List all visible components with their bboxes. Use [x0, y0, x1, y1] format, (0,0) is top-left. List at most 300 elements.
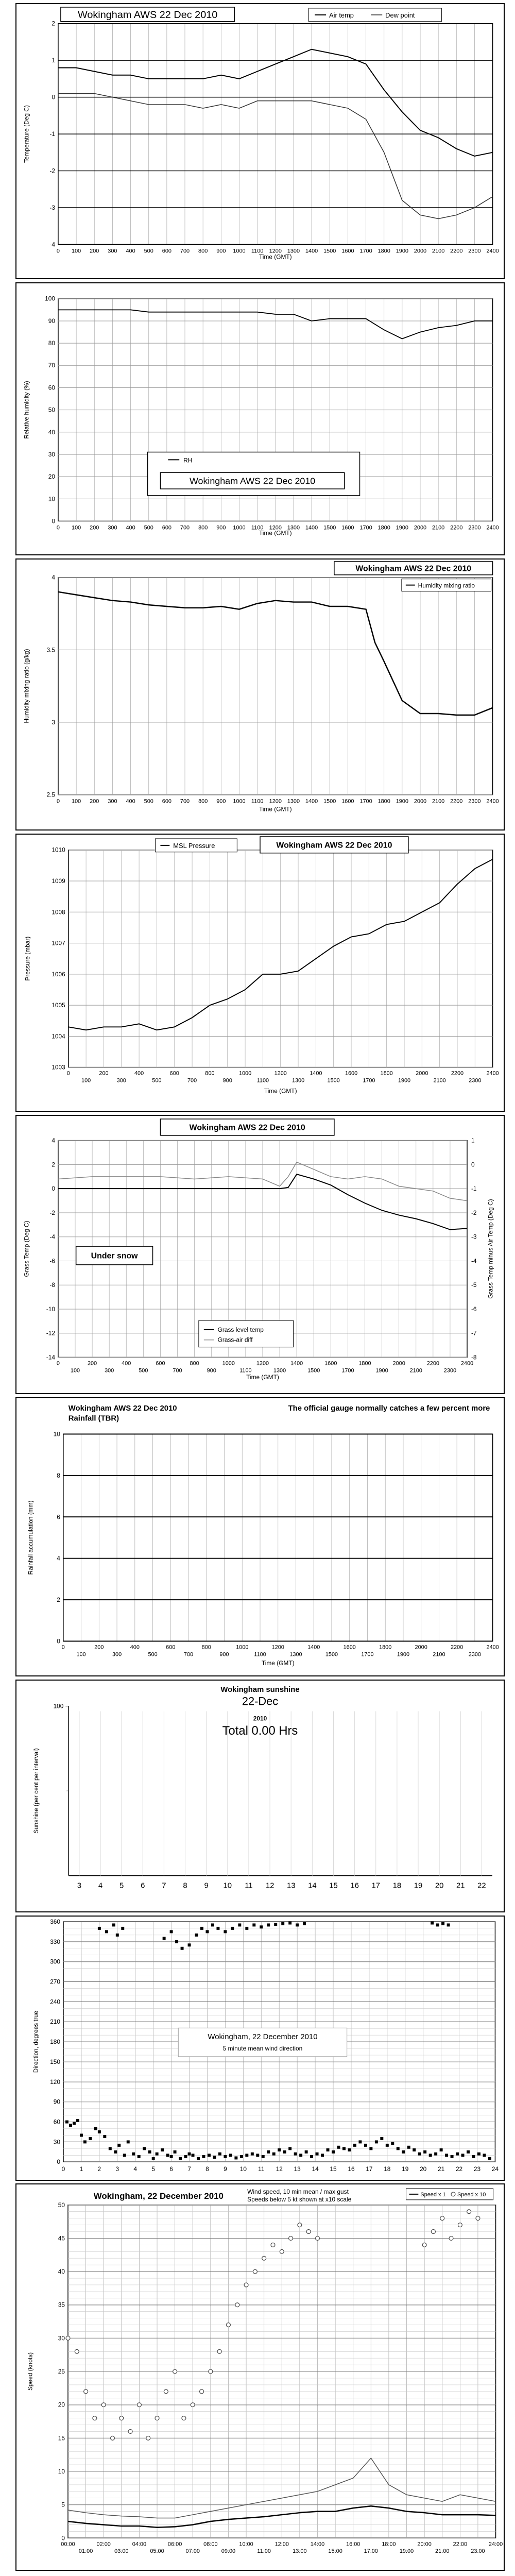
- y-tick-label: 4: [57, 1554, 60, 1562]
- x-tick-label: 2200: [451, 1070, 464, 1077]
- x-tick-label: 15: [329, 1882, 338, 1890]
- direction-point: [337, 2146, 340, 2149]
- x-tick-label: 18: [384, 2165, 391, 2173]
- x-tick-label: 1400: [305, 524, 318, 531]
- y-tick-label: 0: [52, 93, 55, 101]
- y-tick-label: 20: [58, 2401, 65, 2409]
- direction-point: [138, 2155, 141, 2158]
- x-tick-label: 900: [219, 1651, 229, 1658]
- x-tick-label: 1900: [375, 1367, 388, 1374]
- x-tick-label: 600: [166, 1644, 176, 1651]
- x-tick-label: 300: [108, 798, 117, 805]
- y-right-tick-label: -2: [471, 1209, 477, 1216]
- legend-label: Air temp: [329, 11, 354, 19]
- x-tick-label: 200: [90, 524, 99, 531]
- direction-point: [483, 2154, 486, 2157]
- x-tick-label: 800: [198, 248, 208, 255]
- direction-point: [342, 2147, 346, 2150]
- direction-point: [152, 2157, 155, 2160]
- speed-x10-point: [476, 2216, 480, 2221]
- x-tick-label: 2100: [432, 524, 445, 531]
- x-tick-label: 1300: [273, 1367, 286, 1374]
- x-tick-label: 1700: [363, 1077, 375, 1084]
- x-tick-label: 8: [205, 2165, 209, 2173]
- x-tick-label: 1800: [380, 1070, 393, 1077]
- y-tick-label: -10: [46, 1305, 55, 1313]
- y-tick-label: 0: [52, 1185, 55, 1193]
- x-tick-label: 1400: [310, 1070, 322, 1077]
- y-right-tick-label: -5: [471, 1281, 477, 1289]
- chart-title: Wokingham AWS 22 Dec 2010: [189, 1123, 305, 1132]
- x-tick-label: 22:00: [453, 2541, 468, 2548]
- x-tick-label: 1300: [287, 248, 300, 255]
- x-tick-label: 1600: [345, 1070, 358, 1077]
- x-tick-label: 200: [90, 798, 99, 805]
- direction-point: [358, 2140, 362, 2143]
- direction-point: [272, 2153, 276, 2156]
- direction-point: [156, 2153, 159, 2156]
- direction-point: [170, 2155, 173, 2158]
- x-tick-label: 1000: [233, 248, 246, 255]
- x-tick-label: 900: [207, 1367, 216, 1374]
- x-tick-label: 4: [133, 2165, 138, 2173]
- gauge-note: The official gauge normally catches a few percent more: [288, 1404, 490, 1413]
- direction-point: [216, 1927, 219, 1930]
- x-tick-label: 800: [198, 524, 208, 531]
- x-tick-label: 01:00: [78, 2548, 93, 2555]
- y-tick-label: 100: [45, 295, 56, 302]
- direction-point: [103, 2135, 106, 2138]
- x-tick-label: 10: [239, 2165, 247, 2173]
- speed-x10-point: [226, 2323, 230, 2327]
- x-tick-label: 24: [491, 2165, 499, 2173]
- x-tick-label: 8: [183, 1882, 187, 1890]
- direction-point: [184, 2155, 187, 2158]
- y-tick-label: -8: [49, 1281, 55, 1289]
- x-tick-label: 2100: [409, 1367, 422, 1374]
- x-tick-label: 1500: [327, 1077, 340, 1084]
- speed-x10-point: [289, 2236, 293, 2240]
- direction-point: [188, 1943, 191, 1946]
- y-axis-label: Humidity mixing ratio (g/kg): [23, 649, 30, 723]
- x-tick-label: 400: [126, 798, 135, 805]
- x-tick-label: 2400: [486, 1070, 499, 1077]
- x-tick-label: 2300: [443, 1367, 457, 1374]
- direction-point: [65, 2121, 68, 2124]
- x-tick-label: 100: [72, 524, 81, 531]
- y-tick-label: 1004: [52, 1032, 65, 1040]
- speed-x10-point: [298, 2223, 302, 2227]
- x-tick-label: 1900: [397, 1651, 410, 1658]
- legend-label: Dew point: [385, 11, 415, 19]
- direction-point: [429, 2154, 432, 2157]
- direction-point: [200, 1927, 203, 1930]
- direction-point: [380, 2137, 383, 2140]
- x-tick-label: 1700: [359, 798, 372, 805]
- direction-point: [197, 2157, 200, 2160]
- x-tick-label: 600: [162, 248, 171, 255]
- y-tick-label: 60: [53, 2118, 61, 2126]
- speed-x10-point: [458, 2223, 462, 2227]
- speed-x10-point: [164, 2389, 168, 2394]
- x-tick-label: 2000: [416, 1070, 428, 1077]
- x-tick-label: 16: [350, 1882, 359, 1890]
- direction-point: [98, 1927, 101, 1930]
- x-tick-label: 2400: [486, 248, 499, 255]
- x-tick-label: 09:00: [221, 2548, 236, 2555]
- x-tick-label: 18:00: [382, 2541, 396, 2548]
- y-tick-label: 70: [48, 362, 56, 369]
- direction-point: [461, 2154, 465, 2157]
- x-tick-label: 17: [366, 2165, 373, 2173]
- y-tick-label: 1009: [52, 877, 65, 885]
- humidity-chart: [15, 282, 505, 555]
- direction-point: [188, 2153, 191, 2156]
- x-tick-label: 700: [180, 798, 190, 805]
- speed-x10-point: [66, 2336, 70, 2340]
- x-tick-label: 2200: [426, 1360, 439, 1367]
- rainfall-chart: [15, 1397, 505, 1676]
- direction-point: [179, 2157, 182, 2160]
- x-tick-label: 1700: [359, 524, 372, 531]
- x-tick-label: 11: [245, 1882, 253, 1890]
- x-tick-label: 2100: [432, 248, 445, 255]
- direction-point: [251, 2153, 254, 2156]
- y-tick-label: 30: [48, 450, 56, 458]
- speed-x10-point: [146, 2436, 150, 2440]
- direction-point: [127, 2140, 130, 2143]
- y-tick-label: 150: [50, 2058, 61, 2065]
- x-tick-label: 1200: [271, 1644, 284, 1651]
- speed-x10-point: [449, 2236, 453, 2240]
- x-tick-label: 22: [455, 2165, 463, 2173]
- chart-title: Wokingham, 22 December 2010: [93, 2191, 224, 2201]
- x-tick-label: 600: [169, 1070, 179, 1077]
- x-tick-label: 1500: [323, 524, 336, 531]
- y-tick-label: 25: [58, 2368, 65, 2376]
- direction-point: [310, 2155, 313, 2158]
- chart-subtitle: Rainfall (TBR): [68, 1414, 119, 1423]
- x-tick-label: 2: [97, 2165, 101, 2173]
- y-tick-label: 90: [48, 317, 56, 325]
- direction-point: [375, 2140, 378, 2143]
- x-tick-label: 200: [90, 248, 99, 255]
- x-tick-label: 15: [330, 2165, 337, 2173]
- x-tick-label: 1900: [396, 248, 408, 255]
- x-tick-label: 9: [224, 2165, 227, 2173]
- y-axis-label: Rainfall accumulation (mm): [27, 1500, 35, 1575]
- direction-point: [76, 2119, 79, 2122]
- y-tick-label: 80: [48, 340, 56, 347]
- direction-point: [402, 2150, 405, 2154]
- rainfall-chart-svg: [16, 1398, 504, 1675]
- x-tick-label: 2200: [450, 798, 463, 805]
- x-tick-label: 1800: [377, 798, 390, 805]
- x-tick-label: 900: [216, 248, 226, 255]
- x-tick-label: 1600: [341, 248, 354, 255]
- speed-x10-point: [280, 2249, 284, 2253]
- y-right-tick-label: -6: [471, 1305, 477, 1313]
- y-right-tick-label: -4: [471, 1257, 477, 1265]
- direction-point: [436, 1923, 439, 1926]
- x-tick-label: 1400: [305, 798, 318, 805]
- x-tick-label: 16:00: [346, 2541, 360, 2548]
- x-tick-label: 2300: [468, 248, 481, 255]
- x-tick-label: 1100: [256, 1077, 269, 1084]
- x-axis-label: Time (GMT): [264, 1087, 297, 1095]
- x-tick-label: 2200: [450, 524, 463, 531]
- x-tick-label: 1000: [236, 1644, 249, 1651]
- speed-x10-point: [93, 2416, 97, 2420]
- direction-point: [397, 2147, 400, 2150]
- x-tick-label: 800: [205, 1070, 215, 1077]
- x-tick-label: 1100: [251, 248, 264, 255]
- legend-label: MSL Pressure: [173, 841, 215, 850]
- x-tick-label: 1600: [343, 1644, 356, 1651]
- direction-point: [98, 2130, 101, 2133]
- x-tick-label: 2300: [468, 1651, 482, 1658]
- temperature-chart: [15, 3, 505, 279]
- x-tick-label: 20: [420, 2165, 427, 2173]
- y-tick-label: 40: [48, 428, 56, 436]
- x-tick-label: 1400: [290, 1360, 303, 1367]
- x-tick-label: 1700: [359, 248, 372, 255]
- x-tick-label: 12: [265, 1882, 274, 1890]
- x-tick-label: 2000: [415, 1644, 427, 1651]
- x-tick-label: 24:00: [488, 2541, 503, 2548]
- direction-point: [256, 2154, 259, 2157]
- x-tick-label: 1900: [396, 524, 408, 531]
- x-tick-label: 1600: [324, 1360, 337, 1367]
- x-tick-label: 1700: [361, 1651, 374, 1658]
- x-tick-label: 100: [70, 1367, 80, 1374]
- chart-date: 22-Dec: [242, 1694, 279, 1708]
- y-tick-label: 1005: [52, 1002, 65, 1009]
- x-tick-label: 400: [122, 1360, 131, 1367]
- grass-temp-chart-svg: [16, 1116, 504, 1393]
- x-tick-label: 1100: [251, 798, 264, 805]
- x-tick-label: 1600: [341, 798, 354, 805]
- x-tick-label: 6: [141, 1882, 145, 1890]
- y-tick-label: 4: [52, 1137, 55, 1144]
- chart-title: Wokingham AWS 22 Dec 2010: [77, 9, 218, 21]
- x-tick-label: 23: [473, 2165, 481, 2173]
- legend-label: RH: [183, 456, 193, 464]
- chart-title: Wokingham AWS 22 Dec 2010: [276, 841, 392, 850]
- x-tick-label: 200: [94, 1644, 104, 1651]
- x-tick-label: 1900: [398, 1077, 411, 1084]
- direction-point: [109, 2147, 112, 2150]
- direction-point: [195, 1934, 198, 1937]
- y-tick-label: 300: [50, 1958, 61, 1965]
- direction-point: [192, 2154, 195, 2157]
- y-tick-label: 270: [50, 1978, 61, 1986]
- x-tick-label: 2300: [468, 798, 481, 805]
- speed-x10-point: [244, 2283, 248, 2287]
- x-tick-label: 700: [183, 1651, 194, 1658]
- speed-x10-point: [191, 2403, 195, 2407]
- chart-subtitle: 5 minute mean wind direction: [222, 2044, 303, 2052]
- x-tick-label: 02:00: [96, 2541, 111, 2548]
- x-tick-label: 13:00: [293, 2548, 307, 2555]
- direction-point: [245, 1927, 248, 1930]
- direction-point: [240, 2155, 243, 2158]
- direction-point: [252, 1923, 255, 1926]
- x-tick-label: 16: [348, 2165, 355, 2173]
- direction-point: [121, 1927, 124, 1930]
- x-tick-label: 00:00: [61, 2541, 75, 2548]
- direction-point: [170, 1930, 173, 1933]
- x-tick-label: 05:00: [150, 2548, 164, 2555]
- y-tick-label: -2: [49, 167, 55, 175]
- y-tick-label: 4: [52, 573, 56, 581]
- pressure-chart: [15, 834, 505, 1112]
- x-tick-label: 1500: [307, 1367, 320, 1374]
- speed-x10-point: [182, 2416, 186, 2420]
- speed-x10-point: [431, 2230, 435, 2234]
- speed-x10-point: [271, 2243, 275, 2247]
- x-tick-label: 2100: [433, 1077, 446, 1084]
- y-tick-label: 120: [50, 2078, 61, 2086]
- speed-x10-point: [316, 2236, 320, 2240]
- speed-x10-point: [306, 2230, 311, 2234]
- x-axis-label: Time (GMT): [259, 253, 292, 261]
- y-tick-label: 240: [50, 1998, 61, 2006]
- x-tick-label: 500: [148, 1651, 158, 1658]
- wind-direction-chart-svg: [16, 1917, 504, 2180]
- x-tick-label: 1600: [341, 524, 354, 531]
- direction-point: [229, 2154, 232, 2157]
- y-tick-label: -4: [49, 1233, 55, 1241]
- x-tick-label: 500: [144, 248, 153, 255]
- x-tick-label: 400: [134, 1070, 144, 1077]
- y-right-tick-label: -1: [471, 1185, 477, 1193]
- direction-point: [456, 2153, 459, 2156]
- legend-label: Grass level temp: [217, 1326, 264, 1333]
- sunshine-chart-svg: [16, 1681, 504, 1911]
- direction-point: [445, 2154, 448, 2157]
- x-tick-label: 2100: [432, 798, 445, 805]
- direction-point: [278, 2148, 281, 2151]
- y-tick-label: 3.5: [46, 646, 56, 654]
- x-tick-label: 07:00: [185, 2548, 200, 2555]
- direction-point: [116, 1934, 119, 1937]
- sunshine-chart: [15, 1680, 505, 1912]
- x-tick-label: 20: [435, 1882, 444, 1890]
- speed-x10-point: [235, 2303, 239, 2307]
- x-tick-label: 22: [477, 1882, 486, 1890]
- y-tick-label: -3: [49, 204, 55, 211]
- direction-point: [267, 2150, 270, 2154]
- y-right-tick-label: -8: [471, 1353, 477, 1361]
- x-tick-label: 0: [66, 1070, 70, 1077]
- y-axis-label: Temperature (Deg C): [23, 105, 30, 163]
- direction-point: [166, 2154, 169, 2157]
- chart-year: 2010: [253, 1715, 267, 1722]
- x-tick-label: 600: [162, 798, 171, 805]
- direction-point: [267, 1923, 270, 1926]
- x-tick-label: 1: [79, 2165, 83, 2173]
- direction-point: [441, 1922, 444, 1925]
- x-tick-label: 400: [126, 248, 135, 255]
- chart-subtitle-2: Speeds below 5 kt shown at x10 scale: [247, 2195, 352, 2203]
- x-tick-label: 800: [198, 798, 208, 805]
- chart-title: Wokingham, 22 December 2010: [208, 2033, 318, 2042]
- direction-point: [132, 2153, 135, 2156]
- y-tick-label: 5: [61, 2501, 65, 2509]
- y-tick-label: 30: [58, 2334, 65, 2342]
- y-tick-label: 330: [50, 1938, 61, 1945]
- direction-point: [418, 2153, 421, 2156]
- x-tick-label: 19: [402, 2165, 409, 2173]
- x-tick-label: 800: [201, 1644, 211, 1651]
- x-tick-label: 300: [108, 248, 117, 255]
- direction-point: [112, 1923, 115, 1926]
- x-tick-label: 700: [173, 1367, 182, 1374]
- x-tick-label: 1500: [323, 248, 336, 255]
- x-tick-label: 12:00: [274, 2541, 289, 2548]
- y-tick-label: 2: [57, 1596, 60, 1604]
- x-tick-label: 7: [187, 2165, 191, 2173]
- direction-point: [431, 1922, 434, 1925]
- y-right-tick-label: -3: [471, 1233, 477, 1241]
- x-tick-label: 400: [130, 1644, 140, 1651]
- speed-x10-point: [173, 2369, 177, 2374]
- y-tick-label: 1008: [52, 908, 65, 916]
- y-tick-label: 30: [53, 2138, 61, 2146]
- x-tick-label: 1800: [358, 1360, 371, 1367]
- x-tick-label: 12: [276, 2165, 283, 2173]
- chart-title: Wokingham AWS 22 Dec 2010: [190, 476, 316, 486]
- y-tick-label: 40: [58, 2268, 65, 2276]
- speed-x10-point: [209, 2369, 213, 2374]
- direction-point: [143, 2147, 146, 2150]
- x-tick-label: 2400: [486, 524, 499, 531]
- y-axis-label: Speed (knots): [26, 2352, 34, 2391]
- direction-point: [447, 1923, 450, 1926]
- x-tick-label: 0: [61, 1644, 65, 1651]
- speed-x10-point: [200, 2389, 204, 2394]
- direction-point: [211, 1923, 214, 1926]
- direction-point: [327, 2148, 330, 2151]
- x-tick-label: 1200: [269, 524, 282, 531]
- y-tick-label: 1006: [52, 970, 65, 978]
- direction-point: [305, 2150, 308, 2154]
- x-tick-label: 1400: [307, 1644, 320, 1651]
- direction-point: [117, 2144, 121, 2147]
- direction-point: [123, 2154, 126, 2157]
- x-tick-label: 300: [105, 1367, 114, 1374]
- direction-point: [332, 2150, 335, 2154]
- x-tick-label: 1000: [222, 1360, 235, 1367]
- x-tick-label: 1200: [269, 248, 282, 255]
- x-tick-label: 4: [98, 1882, 103, 1890]
- x-tick-label: 1400: [305, 248, 318, 255]
- x-tick-label: 0: [56, 798, 60, 805]
- temperature-chart-svg: [16, 4, 504, 278]
- y-tick-label: 35: [58, 2301, 65, 2309]
- y-tick-label: 6: [57, 1513, 60, 1521]
- direction-point: [83, 2140, 87, 2143]
- mixing-ratio-chart: [15, 558, 505, 831]
- y-axis-label: Direction, degrees true: [32, 2010, 40, 2073]
- y-tick-label: 10: [48, 495, 56, 503]
- y-tick-label: -6: [49, 1257, 55, 1265]
- grass-temp-chart: [15, 1115, 505, 1394]
- x-axis-label: Time (GMT): [261, 1659, 295, 1667]
- direction-point: [283, 2150, 286, 2154]
- y-right-tick-label: -7: [471, 1329, 477, 1337]
